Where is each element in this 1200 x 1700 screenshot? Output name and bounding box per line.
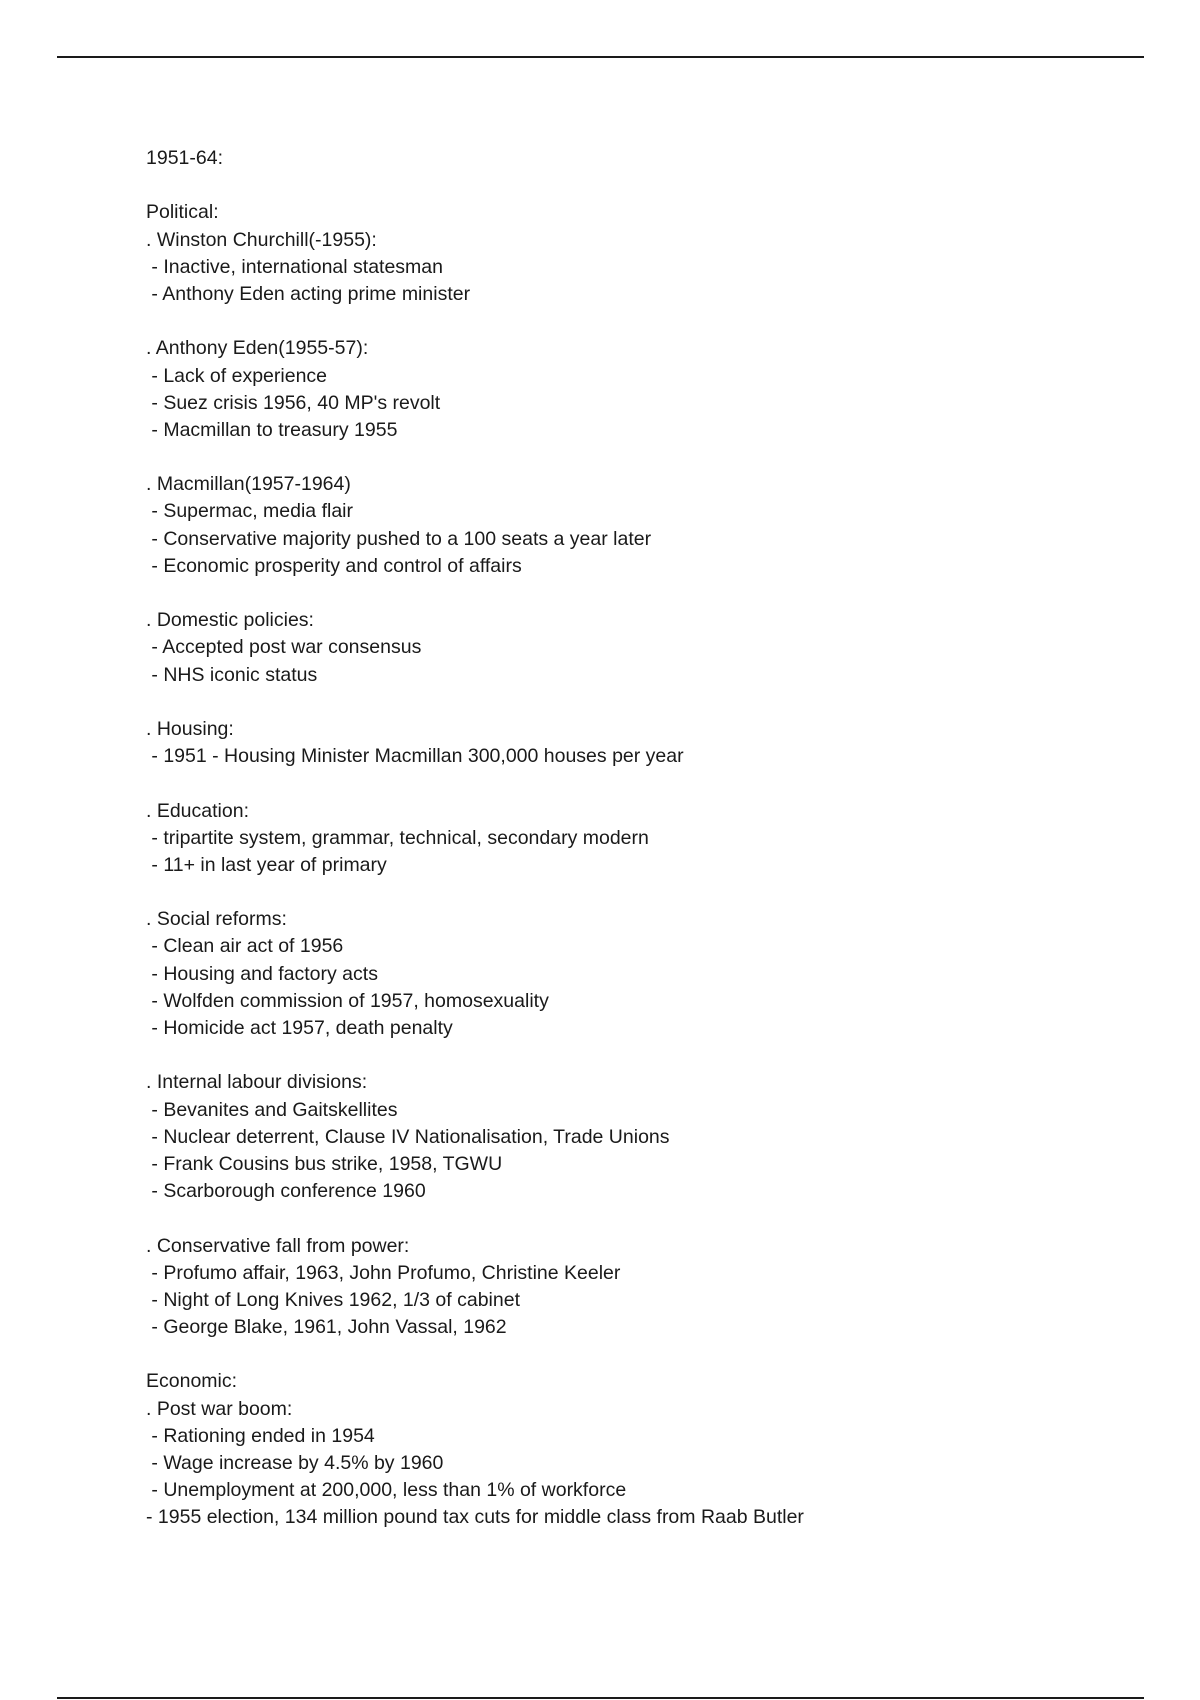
document-body (146, 145, 1146, 1532)
bullet-point: - Scarborough conference 1960 (146, 1180, 426, 1203)
bullet-point: - Accepted post war consensus (146, 636, 422, 659)
topic-post-war-boom: . Post war boom: (146, 1397, 293, 1420)
bullet-point: - Clean air act of 1956 (146, 935, 344, 958)
bullet-point: - NHS iconic status (146, 663, 318, 686)
bullet-point: - George Blake, 1961, John Vassal, 1962 (146, 1316, 507, 1339)
bullet-point: - Anthony Eden acting prime minister (146, 282, 471, 305)
topic-eden: . Anthony Eden(1955-57): (146, 337, 369, 360)
topic-conservative-fall: . Conservative fall from power: (146, 1234, 410, 1257)
bullet-point: - Wage increase by 4.5% by 1960 (146, 1452, 444, 1474)
section-heading-political: Political: (146, 201, 219, 224)
bullet-point: - tripartite system, grammar, technical, secondary modern (146, 826, 649, 849)
bullet-point: - Wolfden commission of 1957, homosexuality (146, 989, 549, 1012)
bullet-point: - 1955 election, 134 million pound tax cuts for middle class from Raab Butler (146, 1506, 804, 1529)
bullet-point: - 11+ in last year of primary (146, 853, 387, 876)
bullet-point: - Bevanites and Gaitskellites (146, 1098, 398, 1121)
topic-internal-labour-divisions: . Internal labour divisions: (146, 1071, 368, 1094)
topic-domestic-policies: . Domestic policies: (146, 609, 314, 632)
bullet-point: - Macmillan to treasury 1955 (146, 418, 398, 441)
header-rule (57, 56, 1144, 58)
footer-rule (57, 1697, 1144, 1699)
topic-education: . Education: (146, 799, 249, 822)
bullet-point: - Conservative majority pushed to a 100 seats a year later (146, 527, 652, 550)
bullet-point: - Night of Long Knives 1962, 1/3 of cabinet (146, 1288, 520, 1311)
bullet-point: - Rationing ended in 1954 (146, 1424, 375, 1447)
bullet-point: - Inactive, international statesman (146, 255, 443, 278)
bullet-point: - Frank Cousins bus strike, 1958, TGWU (146, 1152, 503, 1175)
bullet-point: - Economic prosperity and control of affairs (146, 554, 522, 577)
bullet-point: - Unemployment at 200,000, less than 1% of workforce (146, 1479, 627, 1502)
topic-churchill: . Winston Churchill(-1955): (146, 228, 377, 251)
bullet-point: - Suez crisis 1956, 40 MP's revolt (146, 391, 441, 414)
bullet-point: - Homicide act 1957, death penalty (146, 1017, 453, 1039)
bullet-point: - Lack of experience (146, 364, 328, 387)
topic-social-reforms: . Social reforms: (146, 908, 287, 931)
bullet-point: - Supermac, media flair (146, 500, 353, 523)
topic-housing: . Housing: (146, 717, 234, 740)
bullet-point: - Nuclear deterrent, Clause IV Nationalisation, Trade Unions (146, 1125, 670, 1148)
bullet-point: - Profumo affair, 1963, John Profumo, Christine Keeler (146, 1261, 621, 1284)
document-title: 1951-64: (146, 147, 223, 169)
topic-macmillan: . Macmillan(1957-1964) (146, 473, 351, 496)
section-heading-economic: Economic: (146, 1370, 238, 1393)
bullet-point: - 1951 - Housing Minister Macmillan 300,000 houses per year (146, 745, 684, 768)
bullet-point: - Housing and factory acts (146, 962, 378, 985)
